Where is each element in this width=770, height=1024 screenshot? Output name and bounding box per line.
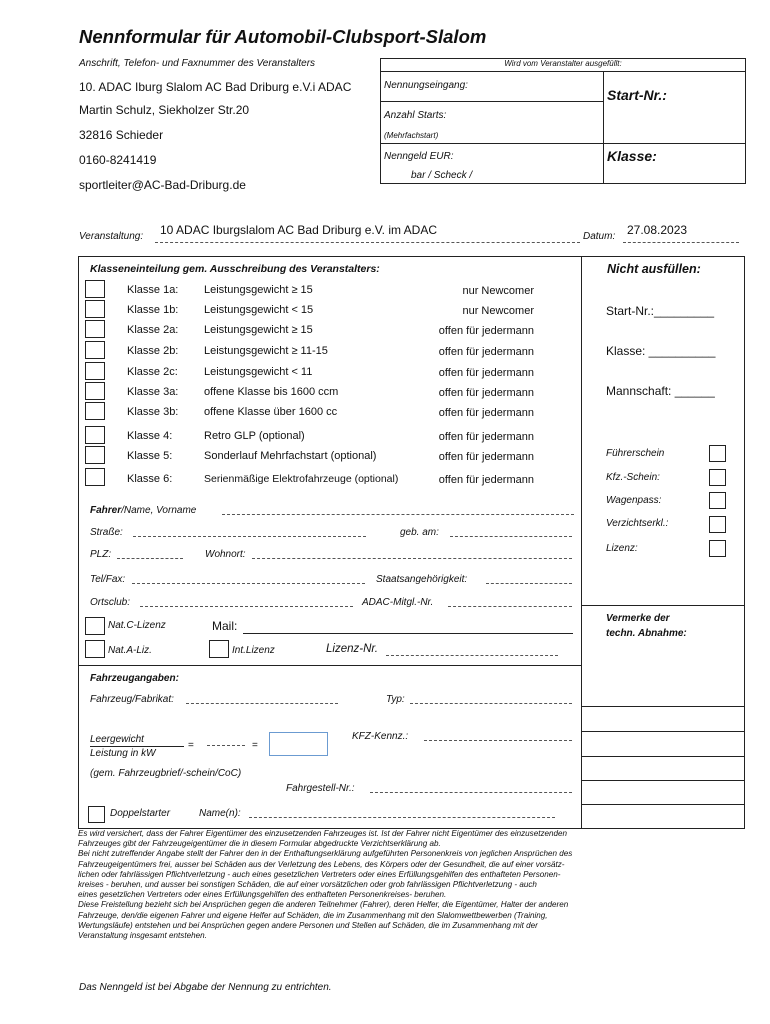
- class-2b-eligibility: offen für jedermann: [438, 346, 534, 358]
- class-1b-desc: Leistungsgewicht < 15: [204, 304, 314, 316]
- payment-method: bar / Scheck /: [411, 170, 473, 181]
- nat-c-checkbox[interactable]: [85, 617, 105, 635]
- weight-label: Leergewicht: [90, 734, 144, 745]
- classes-heading: Klasseneinteilung gem. Ausschreibung des Veranstalters:: [90, 263, 380, 275]
- organizer-email: sportleiter@AC-Bad-Driburg.de: [79, 178, 246, 192]
- class-2c-desc: Leistungsgewicht < 11: [204, 366, 313, 378]
- plate-label: KFZ-Kennz.:: [352, 731, 409, 742]
- class-6-checkbox[interactable]: [85, 468, 105, 486]
- phone-label: Tel/Fax:: [90, 574, 126, 585]
- weight-ratio-field[interactable]: [269, 732, 328, 756]
- class-1b-name: Klasse 1b:: [127, 304, 179, 316]
- class-2c-name: Klasse 2c:: [127, 366, 178, 378]
- doc-drivers-license: Führerschein: [606, 448, 665, 459]
- doc-waiver-checkbox[interactable]: [709, 516, 726, 533]
- entry-received-label: Nennungseingang:: [384, 80, 468, 91]
- class-5-eligibility: offen für jedermann: [438, 451, 534, 463]
- class-3a-checkbox[interactable]: [85, 382, 105, 400]
- start-count-label: Anzahl Starts:: [384, 110, 447, 121]
- class-4-checkbox[interactable]: [85, 426, 105, 444]
- class-2c-eligibility: offen für jedermann: [438, 367, 534, 379]
- organizer-contact: Martin Schulz, Siekholzer Str.20: [79, 103, 250, 117]
- date-label: Datum:: [583, 231, 616, 242]
- tech-notes-label-1: Vermerke der: [606, 613, 670, 624]
- multi-start-label: (Mehrfachstart): [384, 131, 439, 140]
- power-label: Leistung in kW: [90, 748, 156, 759]
- nat-a-checkbox[interactable]: [85, 640, 105, 658]
- class-2b-checkbox[interactable]: [85, 341, 105, 359]
- doc-vehicle-reg: Kfz.-Schein:: [606, 472, 660, 483]
- entry-fee-label: Nenngeld EUR:: [384, 151, 454, 162]
- class-2c-checkbox[interactable]: [85, 362, 105, 380]
- class-1b-checkbox[interactable]: [85, 300, 105, 318]
- doc-drivers-license-checkbox[interactable]: [709, 445, 726, 462]
- double-start-checkbox[interactable]: [88, 806, 105, 823]
- license-nr-label: Lizenz-Nr.: [326, 643, 378, 655]
- class-4-eligibility: offen für jedermann: [438, 431, 534, 443]
- doc-car-pass-checkbox[interactable]: [709, 492, 726, 509]
- mail-label: Mail:: [212, 619, 238, 633]
- mail-line[interactable]: [243, 633, 573, 634]
- birth-label: geb. am:: [400, 527, 439, 538]
- class-2b-desc: Leistungsgewicht ≥ 11-15: [204, 345, 328, 357]
- official-team: Mannschaft: ______: [606, 384, 715, 398]
- start-nr-label: Start-Nr.:: [607, 87, 667, 103]
- int-license-checkbox[interactable]: [209, 640, 229, 658]
- city-label: Wohnort:: [205, 549, 246, 560]
- vehicle-heading: Fahrzeugangaben:: [90, 673, 179, 684]
- class-1a-checkbox[interactable]: [85, 280, 105, 298]
- organizer-subtitle: Anschrift, Telefon- und Faxnummer des Veranstalters: [79, 58, 316, 69]
- nat-c-label: Nat.C-Lizenz: [108, 620, 166, 631]
- driver-name-label: Fahrer/Name, Vorname: [90, 505, 197, 516]
- nat-a-label: Nat.A-Liz.: [108, 645, 152, 656]
- class-label: Klasse:: [607, 148, 657, 164]
- organizer-city: 32816 Schieder: [79, 128, 164, 142]
- doc-car-pass: Wagenpass:: [606, 495, 662, 506]
- class-3b-desc: offene Klasse über 1600 cc: [204, 406, 338, 418]
- class-5-checkbox[interactable]: [85, 446, 105, 464]
- official-start-nr: Start-Nr.:_________: [606, 304, 715, 318]
- class-6-eligibility: offen für jedermann: [438, 474, 534, 486]
- equals-1: =: [188, 740, 194, 751]
- double-start-label: Doppelstarter: [110, 808, 171, 819]
- class-6-name: Klasse 6:: [127, 473, 173, 485]
- class-5-desc: Sonderlauf Mehrfachstart (optional): [204, 450, 377, 462]
- class-1a-eligibility: nur Newcomer: [462, 285, 534, 297]
- nationality-label: Staatsangehörigkeit:: [376, 574, 468, 585]
- street-label: Straße:: [90, 527, 123, 538]
- event-value[interactable]: 10 ADAC Iburgslalom AC Bad Driburg e.V. im ADAC: [160, 223, 438, 237]
- organizer-box-heading: Wird vom Veranstalter ausgefüllt:: [504, 59, 622, 68]
- class-1b-eligibility: nur Newcomer: [462, 305, 534, 317]
- class-2a-eligibility: offen für jedermann: [438, 325, 534, 337]
- class-2a-checkbox[interactable]: [85, 320, 105, 338]
- int-license-label: Int.Lizenz: [232, 645, 275, 656]
- double-names-label: Name(n):: [199, 808, 241, 819]
- class-3b-eligibility: offen für jedermann: [438, 407, 534, 419]
- official-heading: Nicht ausfüllen:: [607, 262, 701, 276]
- class-3b-checkbox[interactable]: [85, 402, 105, 420]
- class-2b-name: Klasse 2b:: [127, 345, 179, 357]
- class-3b-name: Klasse 3b:: [127, 406, 179, 418]
- class-3a-eligibility: offen für jedermann: [438, 387, 534, 399]
- class-6-desc: Serienmäßige Elektrofahrzeuge (optional): [204, 473, 399, 485]
- vehicle-doc-source: (gem. Fahrzeugbrief/-schein/CoC): [90, 768, 242, 779]
- class-2a-desc: Leistungsgewicht ≥ 15: [204, 324, 313, 336]
- organizer-use-box: [380, 58, 746, 184]
- class-3a-name: Klasse 3a:: [127, 386, 179, 398]
- official-class: Klasse: __________: [606, 344, 716, 358]
- class-4-desc: Retro GLP (optional): [204, 430, 305, 442]
- make-label: Fahrzeug/Fabrikat:: [90, 694, 174, 705]
- class-1a-name: Klasse 1a:: [127, 284, 179, 296]
- adac-member-label: ADAC-Mitgl.-Nr.: [362, 597, 434, 608]
- organizer-phone: 0160-8241419: [79, 153, 157, 167]
- doc-vehicle-reg-checkbox[interactable]: [709, 469, 726, 486]
- class-2a-name: Klasse 2a:: [127, 324, 179, 336]
- doc-license: Lizenz:: [606, 543, 638, 554]
- zip-label: PLZ:: [90, 549, 112, 560]
- class-5-name: Klasse 5:: [127, 450, 173, 462]
- class-3a-desc: offene Klasse bis 1600 ccm: [204, 386, 339, 398]
- class-4-name: Klasse 4:: [127, 430, 173, 442]
- type-label: Typ:: [386, 694, 405, 705]
- organizer-name: 10. ADAC Iburg Slalom AC Bad Driburg e.V.i ADAC: [79, 80, 352, 94]
- doc-license-checkbox[interactable]: [709, 540, 726, 557]
- form-title: Nennformular für Automobil-Clubsport-Slalom: [79, 26, 487, 47]
- club-label: Ortsclub:: [90, 597, 131, 608]
- event-label: Veranstaltung:: [79, 231, 144, 242]
- main-form-frame: [78, 256, 745, 829]
- chassis-label: Fahrgestell-Nr.:: [286, 783, 355, 794]
- liability-disclaimer: Es wird versichert, dass der Fahrer Eigentümer des einzusetzenden Fahrzeuges ist. Ist der Fahrer nicht Eigentümer des einzusetzenden Fahrzeuges gibt der Fahrzeugeigentümer die in diesem Formular abgedruckte Verzichtserklärung ab. Bei nicht zutreffender Angabe stellt der Fahrer den in der Enthaftungserklärung aufgeführten Personenkreis von jeglichen Ansprüchen des Fahrzeugeigentümers frei, ausser bei Schäden aus der Verletzung des Lebens, des Körpers oder der Gesundheit, die auf einer vorsätz- lichen oder fahrlässigen Pflichtverletzung - auch eines gesetzlichen Vertreters oder eines Erfüllungsgehilfen des enthafteten Personen- kreises - beruhen, und ausser bei sonstigen Schäden, die auf einer vorsätzlichen oder grob fahrlässigen Pflichtverletzung - auch eines gesetzlichen Vertreters oder eines Erfüllungsgehilfen des enthafteten Personenkreises- beruhen. Diese Freistellung bezieht sich bei Ansprüchen gegen die anderen Teilnehmer (Fahrer), deren Helfer, die Eigentümer, Halter der anderen Fahrzeuge, den/die eigenen Fahrer und eigene Helfer auf Schäden, die im Zusammenhang mit den Slalomwettbewerben (Training, Wertungsläufe) entstehen und bei Ansprüchen gegen andere Personen und Stellen auf Schäden, die im Zusammenhang mit der Veranstaltung insgesamt entstehen.: [78, 829, 573, 941]
- class-1a-desc: Leistungsgewicht ≥ 15: [204, 284, 313, 296]
- date-value[interactable]: 27.08.2023: [627, 223, 688, 237]
- equals-2: =: [252, 740, 258, 751]
- tech-notes-label-2: techn. Abnahme:: [606, 628, 687, 639]
- doc-waiver: Verzichtserkl.:: [606, 518, 669, 529]
- footer-note: Das Nenngeld ist bei Abgabe der Nennung zu entrichten.: [79, 982, 332, 993]
